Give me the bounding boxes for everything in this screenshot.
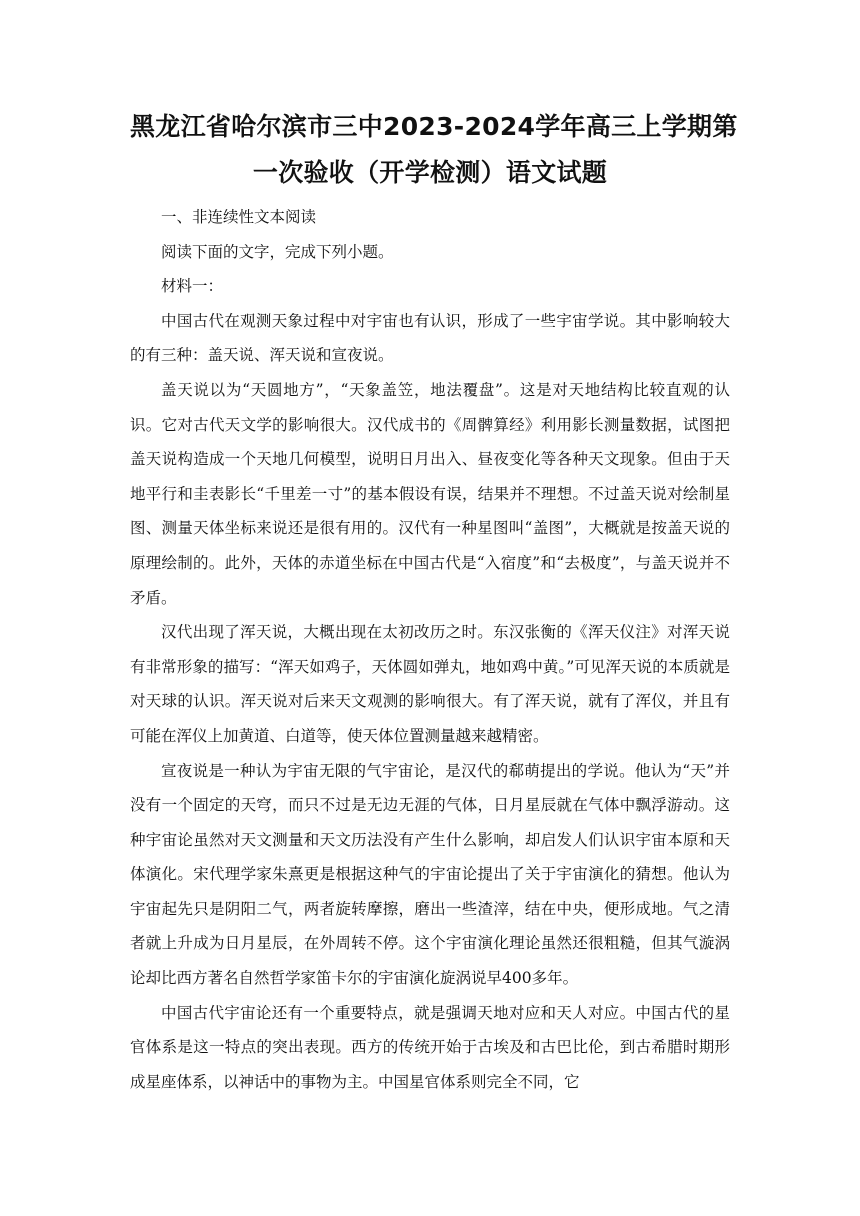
paragraph-intro: 中国古代在观测天象过程中对宇宙也有认识，形成了一些宇宙学说。其中影响较大的有三种：盖天说、浑天说和宣夜说。 <box>130 311 730 365</box>
section-heading: 一、非连续性文本阅读 <box>161 208 317 226</box>
document-title <box>130 104 738 196</box>
paragraph-gaitian: 盖天说以为“天圆地方”，“天象盖笠，地法覆盘”。这是对天地结构比较直观的认识。它对古代天文学的影响很大。汉代成书的《周髀算经》利用影长测量数据，试图把盖天说构造成一个天地几何模型，说明日月出入、昼夜变化等各种天文现象。但由于天地平行和圭表影长“千里差一寸”的基本假设有误，结果并不理想。不过盖天说对绘制星图、测量天体坐标来说还是很有用的。汉代有一种星图叫“盖图”，大概就是按盖天说的原理绘制的。此外，天体的赤道坐标在中国古代是“入宿度”和“去极度”，与盖天说并不矛盾。 <box>130 380 730 607</box>
paragraph-huntian: 汉代出现了浑天说，大概出现在太初改历之时。东汉张衡的《浑天仪注》对浑天说有非常形象的描写：“浑天如鸡子，天体圆如弹丸，地如鸡中黄。”可见浑天说的本质就是对天球的认识。浑天说对后来天文观测的影响很大。有了浑天说，就有了浑仪，并且有可能在浑仪上加黄道、白道等，使天体位置测量越来越精密。 <box>130 623 730 745</box>
title-line-1: 黑龙江省哈尔滨市三中2023-2024学年高三上学期第 <box>130 112 738 141</box>
material-label: 材料一： <box>161 277 224 296</box>
document-page <box>130 104 738 1099</box>
document-body <box>130 200 730 1099</box>
paragraph-xuanye: 宣夜说是一种认为宇宙无限的气宇宙论，是汉代的郗萌提出的学说。他认为“天”并没有一个固定的天穹，而只不过是无边无涯的气体，日月星辰就在气体中飘浮游动。这种宇宙论虽然对天文测量和天文历法没有产生什么影响，却启发人们认识宇宙本原和天体演化。宋代理学家朱熹更是根据这种气的宇宙论提出了关于宇宙演化的猜想。他认为宇宙起先只是阴阳二气，两者旋转摩擦，磨出一些渣滓，结在中央，便形成地。气之清者就上升成为日月星辰，在外周转不停。这个宇宙演化理论虽然还很粗糙，但其气漩涡论却比西方著名自然哲学家笛卡尔的宇宙演化旋涡说早400多年。 <box>130 761 730 988</box>
title-line-2: 一次验收（开学检测）语文试题 <box>252 158 608 187</box>
paragraph-correspondence: 中国古代宇宙论还有一个重要特点，就是强调天地对应和天人对应。中国古代的星官体系是这一特点的突出表现。西方的传统开始于古埃及和古巴比伦，到古希腊时期形成星座体系，以神话中的事物为主。中国星官体系则完全不同，它 <box>130 1003 730 1091</box>
reading-instruction: 阅读下面的文字，完成下列小题。 <box>161 242 394 261</box>
